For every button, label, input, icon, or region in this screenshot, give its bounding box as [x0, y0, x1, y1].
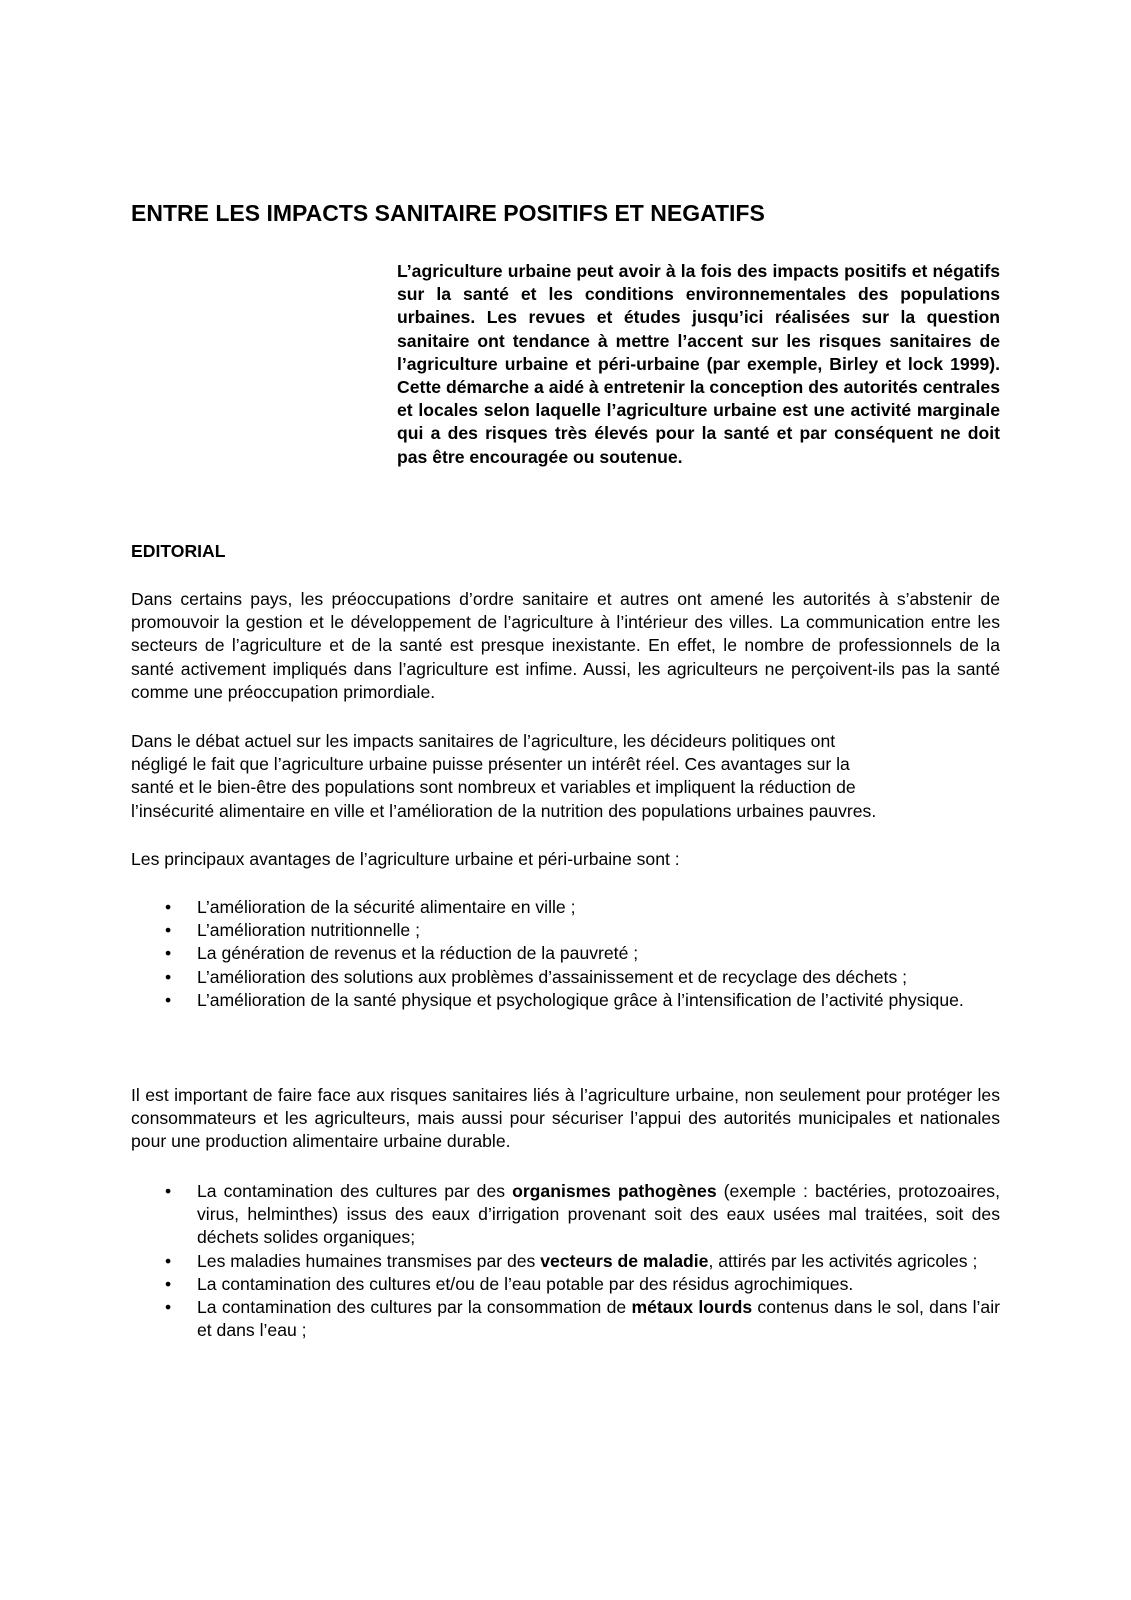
paragraph-4: Il est important de faire face aux risques sanitaires liés à l’agriculture urbaine, non seulement pour protéger les consommateurs et les agriculteurs, mais aussi pour sécuriser l’appui des autorités municipales et nationales pour une production alimentaire urbaine durable.: [131, 1085, 1000, 1152]
list-item-text: L’amélioration de la sécurité alimentaire en ville ;: [197, 897, 576, 917]
risk-text-before: La contamination des cultures par la consommation de: [197, 1297, 632, 1318]
list-item: [131, 1250, 1000, 1273]
paragraph-2-line: santé et le bien-être des populations sont nombreux et variables et impliquent la réduction de: [131, 777, 856, 798]
list-item-text: L’amélioration de la santé physique et psychologique grâce à l’intensification de l’activité physique.: [197, 989, 964, 1010]
risk-emphasis: métaux lourds: [631, 1297, 753, 1318]
paragraph-2-line: l’insécurité alimentaire en ville et l’amélioration de la nutrition des populations urbaines pauvres.: [131, 800, 877, 821]
paragraph-2-line: négligé le fait que l’agriculture urbaine puisse présenter un intérêt réel. Ces avantages sur la: [131, 754, 850, 775]
list-item: [131, 1296, 1000, 1342]
list-item: [131, 989, 1000, 1012]
abstract-paragraph: L’agriculture urbaine peut avoir à la fois des impacts positifs et négatifs sur la santé et les conditions environnementales des populations urbaines. Les revues et études jusqu’ici réalisées sur la question sanitaire ont tendance à mettre l’accent sur les risques sanitaires de l’agriculture urbaine et péri-urbaine (par exemple, Birley et lock 1999). Cette démarche a aidé à entretenir la conception des autorités centrales et locales selon laquelle l’agriculture urbaine est une activité marginale qui a des risques très élevés pour la santé et par conséquent ne doit pas être encouragée ou soutenue.: [397, 261, 1000, 467]
bullet-icon: •: [165, 1297, 172, 1318]
risk-text-after: , attirés par les activités agricoles ;: [708, 1250, 978, 1271]
section-heading-editorial: EDITORIAL: [131, 541, 226, 561]
paragraph-2: [131, 730, 1000, 823]
bullet-icon: •: [165, 1250, 172, 1271]
benefits-list: [131, 896, 1000, 1012]
bullet-icon: •: [165, 989, 172, 1010]
risk-text-before: La contamination des cultures par des: [197, 1181, 513, 1201]
bullet-icon: •: [165, 920, 172, 941]
risk-text-before: La contamination des cultures et/ou de l’eau potable par des résidus agrochimiques.: [197, 1273, 854, 1294]
paragraph-2-line: Dans le débat actuel sur les impacts sanitaires de l’agriculture, les décideurs politiques ont: [131, 731, 836, 751]
paragraph-1: Dans certains pays, les préoccupations d’ordre sanitaire et autres ont amené les autorités à s’abstenir de promouvoir la gestion et le développement de l’agriculture à l’intérieur des villes. La communication entre les secteurs de l’agriculture et de la santé est presque inexistante. En effet, le nombre de professionnels de la santé activement impliqués dans l’agriculture est infime. Aussi, les agriculteurs ne perçoivent-ils pas la santé comme une préoccupation primordiale.: [131, 589, 1000, 702]
list-item-text: L’amélioration des solutions aux problèmes d’assainissement et de recyclage des déchets ;: [197, 966, 908, 987]
risk-emphasis: vecteurs de maladie: [540, 1250, 709, 1271]
list-item: [131, 1273, 1000, 1296]
list-item: [131, 966, 1000, 989]
bullet-icon: •: [165, 1273, 172, 1294]
risk-text-after: (exemple : bactéries, protozoaires, virus, helminthes) issus des eaux d’irrigation provenant soit des eaux usées mal traitées, soit des déchets solides organiques;: [197, 1181, 1000, 1248]
risk-text-before: Les maladies humaines transmises par des: [197, 1250, 541, 1271]
document-title: ENTRE LES IMPACTS SANITAIRE POSITIFS ET NEGATIFS: [131, 200, 765, 226]
list-item: [131, 1180, 1000, 1250]
bullet-icon: •: [165, 1181, 172, 1201]
risk-text-after: contenus dans le sol, dans l’air et dans l’eau ;: [197, 1297, 1000, 1341]
risk-emphasis: organismes pathogènes: [512, 1181, 717, 1201]
paragraph-3: Les principaux avantages de l’agriculture urbaine et péri-urbaine sont :: [131, 849, 680, 869]
bullet-icon: •: [165, 966, 172, 987]
bullet-icon: •: [165, 897, 172, 917]
list-item-text: La génération de revenus et la réduction de la pauvreté ;: [197, 943, 639, 964]
list-item-text: L’amélioration nutritionnelle ;: [197, 920, 420, 941]
list-item: [131, 942, 1000, 965]
list-item: [131, 919, 1000, 942]
bullet-icon: •: [165, 943, 172, 964]
list-item: [131, 896, 1000, 919]
risks-list: [131, 1180, 1000, 1342]
